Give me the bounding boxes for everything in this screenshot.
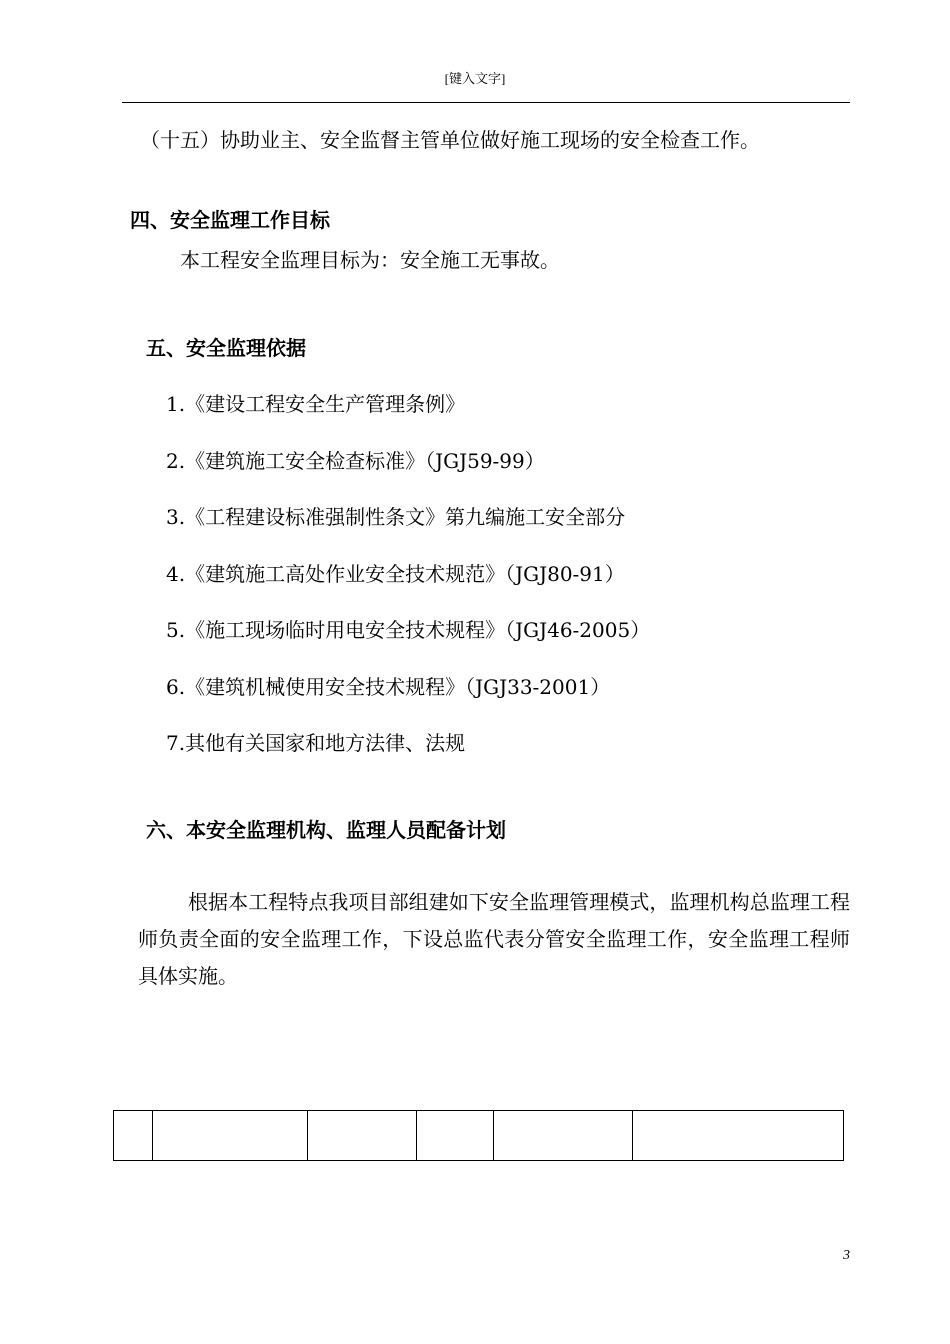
page-number: 3 [843, 1248, 850, 1263]
staffing-table [113, 1110, 844, 1161]
table-cell [494, 1111, 633, 1161]
basis-item-1: 1.《建设工程安全生产管理条例》 [166, 392, 466, 416]
table-row [114, 1111, 844, 1161]
basis-item-3: 3.《工程建设标准强制性条文》第九编施工安全部分 [166, 505, 626, 529]
page-header: [键入文字] [444, 71, 506, 86]
section-4-body: 本工程安全监理目标为：安全施工无事故。 [180, 248, 560, 272]
basis-item-7: 7.其他有关国家和地方法律、法规 [166, 731, 466, 755]
basis-item-6: 6.《建筑机械使用安全技术规程》（JGJ33-2001） [166, 675, 611, 699]
item-15-text: （十五）协助业主、安全监督主管单位做好施工现场的安全检查工作。 [140, 128, 760, 152]
section-4-heading: 四、安全监理工作目标 [130, 208, 330, 232]
basis-item-4: 4.《建筑施工高处作业安全技术规范》（JGJ80-91） [166, 562, 625, 586]
section-5-heading: 五、安全监理依据 [146, 336, 306, 360]
header-rule [122, 102, 850, 103]
table-cell [633, 1111, 844, 1161]
table-cell [417, 1111, 494, 1161]
section-6-paragraph: 根据本工程特点我项目部组建如下安全监理管理模式，监理机构总监理工程师负责全面的安全监理工作，下设总监代表分管安全监理工作，安全监理工程师具体实施。 [138, 890, 850, 988]
table-cell [153, 1111, 308, 1161]
basis-item-2: 2.《建筑施工安全检查标准》（JGJ59-99） [166, 449, 545, 473]
basis-item-5: 5.《施工现场临时用电安全技术规程》（JGJ46-2005） [166, 618, 651, 642]
table-cell [114, 1111, 153, 1161]
table-cell [308, 1111, 417, 1161]
section-6-heading: 六、本安全监理机构、监理人员配备计划 [146, 818, 506, 842]
